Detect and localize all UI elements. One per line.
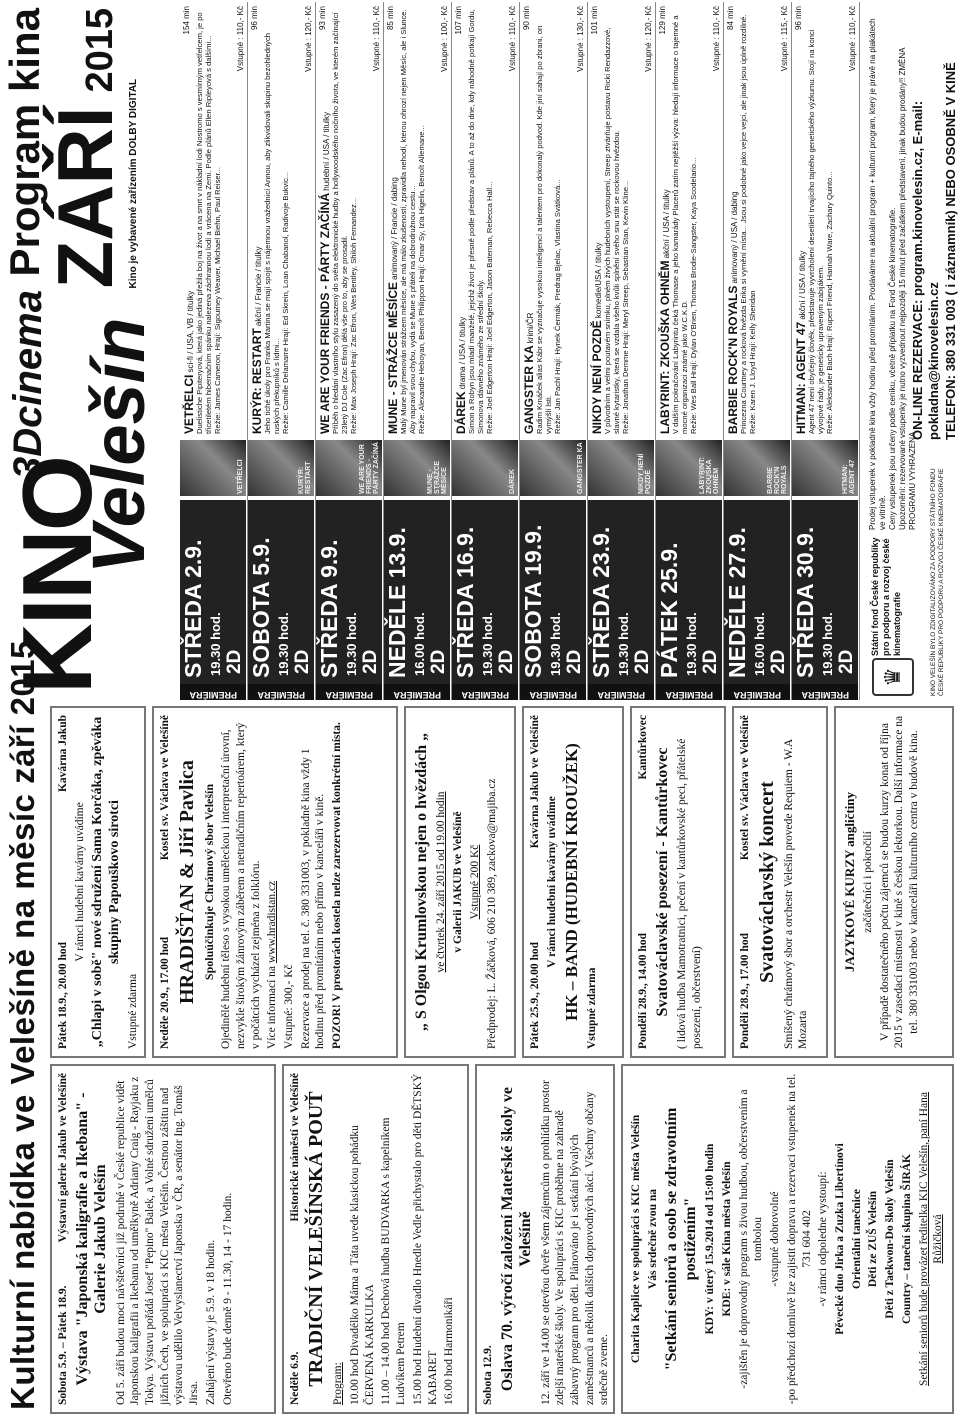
film-format: 2D [564,649,585,674]
film-meta: sci-fi / USA, VB / titulky [186,290,195,373]
film-admission: Vstupné : 100,- Kč [439,6,449,72]
film-cast: Režie: Wes Ball Hrají: Dylan O'Brien, Thomas Brodie-Sangster, Kaya Scodelario... [689,157,699,434]
poster-title: KURÝR: RESTART [298,461,312,494]
film-day: STŘEDA 2.9. [180,539,206,678]
film-length: 101 min [590,6,599,35]
reservation-contacts [910,2,959,440]
film-poster [588,440,654,496]
event-text: ( lidová hudba Mamotratnici, pečení v kantůrkovské peci, přátelské posezení, občerstvení) [676,738,703,1049]
film-row [180,2,248,700]
film-row [316,2,384,700]
program-month: ZÁŘÍ [41,106,129,289]
film-day: NEDĚLE 13.9. [384,527,410,678]
event-link[interactable]: www.hradistan.cz [266,880,279,964]
event-text: Od 5. září budou moci návštěvníci již podruhé v České republice vidět Japonskou kaligrafii a Ikebanu od umělkyně Adriany Craig - Rayjaku z Tokya. Výstavu pořádá Josef "Pepino" Balek, a Volné sdružení umělců jižních Čech, ve spolupráci s KIC města Velešín. Čestnou záštitu nad výstavou udělilo Velvyslanectví Japonska v ČR, a senátor Ing. Tomáš Jirsa. [114,1076,201,1405]
program-label: Program: [332,1362,345,1405]
film-length: 90 min [522,6,531,31]
film-meta: akční / Francie / titulky [254,246,263,327]
film-format: 2D [496,649,517,674]
cinema-footer [864,2,958,700]
logo-town: Velešín [77,317,160,574]
film-meta: akční / USA / titulky [662,189,671,259]
film-cast: Režie: Jonathan Demme Hrají: Meryl Streep, Sebastian Stan, Kevin Kline... [621,180,631,434]
event-organizer: Charita Kaplice ve spolupráci s KIC města Velešín [630,1114,642,1364]
film-cast: Režie: Karen J. Lloyd Hrají: Kelly Sheridan [748,290,758,434]
program-title-block [1,8,139,289]
film-time: 19.30 hod. [276,612,291,676]
film-date-box [724,500,790,700]
event-entry: Vstupné 200 Kč [468,844,481,920]
film-description [248,2,315,436]
film-meta: hudební / USA / titulky [322,112,331,191]
event-hradistan [152,706,398,1058]
event-date: Sobota 5.9. – Pátek 18.9. [57,1285,69,1405]
film-date-box [248,500,314,700]
event-text: Smíšený chrámový sbor a orchestr Velešín provede Requiem - W.A Mozarta [782,739,810,1049]
film-date-box [452,500,518,700]
program-item: 10.00 hod Divadélko Máma a Táta uvede klasickou pohádku ČERVENÁ KARKULKA [349,1125,376,1405]
poster-title: WE ARE YOUR FRIENDS - PÁRTY ZAČÍNÁ [359,442,380,494]
film-poster [180,440,246,496]
film-format: 2D [224,649,245,674]
performer: Pěvecké duo Jirka a Zuzka Libertínovi [833,1143,846,1335]
event-kindergarten [475,1064,615,1414]
event-date: Neděle 20.9., 17.00 hod [159,936,171,1049]
film-poster [384,440,450,496]
film-length: 85 min [386,6,395,31]
film-poster [792,440,858,496]
premiere-label: PREMIÉRA [452,684,518,700]
film-cast: Režie: James Cameron, Hrají: Sigourney Weaver, Michael Biehn, Paul Reiser... [213,166,223,434]
film-meta: akční / USA / titulky [798,250,807,320]
film-time: 16.00 hod. [752,612,767,676]
event-title: TRADIČNÍ VELEŠÍNSKÁ POUŤ [305,1091,328,1387]
film-cast: Režie: Jan Pachl Hrají: Hynek Čermák, Predrag Bjelac, Vlastina Svátková... [553,179,563,434]
dolby-note: Kino je vybavené zařízením DOLBY DIGITAL [128,78,139,289]
event-cafe-chlapi [50,706,146,1058]
note-line: Prodej vstupenek v pokladně kina vždy hodinu před promítáním. Prodáváme na aktuální program + kulturní program, který je právě na plakátech ve vitríně. [868,18,887,530]
film-synopsis: Radim Krnáček alias Kábr se vyznačuje vysokou inteligencí a talentem pro dokonalý podvod. Kde jiní sahají po zbrani, on vymýšlí lsti. [535,25,554,434]
event-place: Kavárna Jakub [57,715,69,793]
film-length: 107 min [454,6,463,35]
performer: Děti ze ZUŠ Velešín [867,1190,880,1288]
cinema-logo [2,290,160,694]
poster-title: DÁREK [509,469,516,494]
performer: Děti z Taekwon-Do školy Velešín [884,1159,897,1319]
film-description [588,2,655,436]
film-time: 19.30 hod. [208,612,223,676]
poster-title: NIKDY NENÍ POZDĚ [638,453,652,494]
film-row [248,2,316,700]
event-date: ve čtvrtek 24. září 2015 od 19.00 hodin [435,791,448,973]
film-admission: Vstupné : 110,- Kč [847,6,857,72]
film-day: SOBOTA 5.9. [248,537,274,678]
premiere-label: PREMIÉRA [248,684,314,700]
film-length: 96 min [794,6,803,31]
poster-title: GANGSTER KA [577,442,584,494]
event-link-label: Více informací na [266,965,279,1049]
film-row [656,2,724,700]
event-place: Kantůrkovec [637,715,649,780]
film-description [656,2,723,436]
event-fair [282,1064,469,1414]
event-presale: Předprodej: L. Žáčková, 606 210 389, zackova@majiba.cz [485,778,498,1049]
film-list [180,2,860,700]
film-meta: animovaný / USA / dabing [730,191,739,284]
premiere-label: PREMIÉRA [316,684,382,700]
film-date-box [384,500,450,700]
premiere-label: PREMIÉRA [656,684,722,700]
event-footer: Setkání seniorů bude provázet ředitelka KIC Velešín, paní Hana Růžičková [917,1092,945,1386]
event-date: Neděle 6.9. [288,1351,301,1405]
film-synopsis: Princezna Courtney a rocková hvězda Erika si vymění místa... Jsou si podobné jako vejce vejci, ale jinak jsou úplně rozdílné. [739,14,749,434]
event-line: -v rámci odpoledne vystoupí: [817,1171,830,1307]
film-format: 2D [836,649,857,674]
film-length: 154 min [182,6,191,35]
event-where: KDE: v sále Kina města Velešín [720,1161,733,1317]
film-title: MUNE - STRÁŽCE MĚSÍCE [386,281,400,434]
film-admission: Vstupné : 130,- Kč [575,6,585,72]
film-time: 19.30 hod. [820,612,835,676]
event-invite: Vás srdečně zvou na [646,1189,659,1289]
premiere-label: PREMIÉRA [180,684,246,700]
culture-column-2 [50,706,954,1058]
event-place: Kostel sv. Václava ve Velešíně [159,715,171,861]
film-day: STŘEDA 30.9. [792,526,818,678]
event-date: Pondělí 28.9., 17.00 hod [739,933,751,1049]
film-description [792,2,859,436]
film-row [792,2,860,700]
film-format: 2D [292,649,313,674]
event-when: KDY: v úterý 15.9.2014 od 15:00 hodin [704,1143,717,1335]
event-subtitle: Spoluúčinkuje Chrámový sbor Velešín [201,783,216,981]
film-description [316,2,383,436]
film-cast: Režie: Max Joseph Hrají: Zac Efron, Wes Bentley, Shiloh Fernandez... [349,197,359,434]
poster-title: MUNE - STRÁŽCE MĚSÍCE [427,460,448,494]
film-time: 19.30 hod. [684,612,699,676]
film-title: NIKDY NENÍ POZDĚ [590,320,604,434]
film-description [520,2,587,436]
film-row [384,2,452,700]
phone-line: TELEFON: 380 331 003 ( i záznamník) NEBO OSOBNĚ V KINĚ [942,62,958,440]
film-description [180,2,247,436]
film-synopsis: Jeho tiché úkoly pro Franka Martina se mají spojit s nájemnou vražednicí Annou, aby zlikvidovali skupinu bezohledných ruských překupníků s lidmi... [263,33,282,434]
program-label: Program kina [1,8,48,277]
event-exhibition [50,1064,276,1414]
film-date-box [656,500,722,700]
poster-title: LABYRINT: ZKOUŠKA OHNĚM [699,457,720,494]
film-format: 2D [428,649,449,674]
event-line: -vstupné dobrovolné [769,1191,782,1287]
film-meta: krimi/ČR [526,312,535,344]
event-warning: POZOR! V prostorách kostela nelze zarezervovat konkrétní místa. [331,722,344,1049]
film-date-box [792,500,858,700]
premiere-label: PREMIÉRA [520,684,586,700]
film-description [384,2,451,436]
film-time: 19.30 hod. [616,612,631,676]
note-line: Upozornění: rezervované vstupenky je nutno vyzvednout nejpozději 15 minut před začátkem představení, jinak budou prodány!! ZMĚNA PROGRAMU VYHRAZENA [898,47,917,530]
event-place: Kavárna Jakub ve Velešíně [529,715,541,849]
event-text: Ojedinělé hudební těleso s vysokou uměleckou i interpretační úrovní, nezvykle širokým žánrovým záběrem a netradičním repertoárem, který v počátcích vycházel zejména z folklóru. [220,722,262,1049]
event-title: Svatováclavské posezení - Kantůrkovec [653,747,671,1017]
film-admission: Vstupné : 110,- Kč [235,6,245,72]
film-date-box [588,500,654,700]
event-text: 12. září ve 14.00 se otevřou dveře všem zájemcům o prohlídku prostor zdejší mateřské školy. Ve spolupráci s KIC proběhne na zahradě zábavný program pro děti. Plánováno je i setkání bývalých zaměstnanců a několik dalších doprovodných akcí. Všechny občany srdečně zveme. [539,1080,611,1405]
program-year: 2015 [79,8,121,93]
event-title: "Setkání seniorů a osob se zdravotním postižením" [663,1107,699,1371]
film-day: STŘEDA 9.9. [316,539,342,678]
film-admission: Vstupné : 115,- Kč [779,6,789,72]
film-synopsis: Duelistiche Pipiteryová, která jako jediná přežila boj na život a na smrt v nákladní lodi Nostromo s vesmírným vetřelcem, je po třicetiletém hibernačním spánku nalezena záchrannou lodí a vrácena na Zemi. Podle plánů Ellen Ripleyová s dalšími... [195,12,214,434]
film-synopsis: Agent 47 není obyčejný člověk, představuje vyvrcholení desetiletí trvajícího tajného genetického výzkumu. Stojí na konci vývojové řady, je geneticky upraveným zabijákem. [807,29,826,434]
film-cast: Režie: Aleksander Bach Hrají: Rupert Friend, Hannah Ware, Zachary Quinto... [825,171,835,434]
premiere-label: PREMIÉRA [384,684,450,700]
film-length: 84 min [726,6,735,31]
film-admission: Vstupné : 110,- Kč [371,6,381,72]
film-meta: komedie/USA / titulky [594,242,603,319]
culture-column-1 [50,1064,954,1414]
event-kanturkovec [630,706,726,1058]
event-title: JAZYKOVÉ KURZY angličtiny [842,791,857,973]
event-entry: Vstupné zdarma [126,973,139,1049]
film-day: PÁTEK 25.9. [656,542,682,678]
film-row [452,2,520,700]
film-synopsis: V původním a velmi poutavém snímku, plném živých hudebních vystoupení, Streep ztvárňuje postavu Ricki Rendazzové, slavné kytaristky, která se vzdala všeho kvůli splnění svého snu stát se rockovou hvězdou. [603,27,622,434]
event-place: Historické náměstí ve Velešíně [288,1073,301,1222]
event-hours: Otevřeno bude denně 9 - 11.30, 14 - 17 hodin. [221,1192,234,1405]
film-title: KURÝR: RESTART [250,328,264,434]
event-entry: Vstupné zdarma [585,967,598,1049]
film-row [724,2,792,700]
film-length: 96 min [250,6,259,31]
film-time: 19.30 hod. [344,612,359,676]
cinema-header [0,2,178,700]
event-reservation: Rezervace a prodej na tel. č. 380 331003, v pokladně kina vždy 1 hodinu před promítáním nebo přímo v kanceláři v kině. [299,748,327,1049]
poster-title: HITMAN: AGENT 47 [842,459,856,494]
film-meta: animovaný / Francie / dabing [390,177,399,280]
film-title: WE ARE YOUR FRIENDS - PÁRTY ZAČÍNÁ [318,192,332,434]
film-format: 2D [768,649,789,674]
film-row [520,2,588,700]
program-item: 15.00 hod Hudební divadlo Hnedle Vedle přichystalo pro děti DĚTSKÝ KABARET [411,1073,439,1405]
film-format: 2D [360,649,381,674]
film-admission: Vstupné : 110,- Kč [711,6,721,72]
event-date: Pátek 25.9., 20.00 hod [529,941,541,1049]
film-title: LABYRINT: ZKOUŠKA OHNĚM [658,260,672,434]
event-subtitle: začátečníci i pokročilí [861,831,874,933]
event-intro: V rámci hudební kavárny uvádíme [545,796,558,968]
film-cast: Režie: Camille Delamarre Hrají: Ed Skrein, Loan Chabanol, Radivoje Bukvic... [281,171,291,434]
film-admission: Vstupné : 120,- Kč [643,6,653,72]
premiere-label: PREMIÉRA [792,684,858,700]
program-item: 16.00 hod Harmonikáři [443,1297,456,1405]
film-time: 19.30 hod. [480,612,495,676]
film-format: 2D [700,649,721,674]
film-date-box [180,500,246,700]
film-day: NEDĚLE 27.9. [724,527,750,678]
film-poster [520,440,586,496]
state-fund-text: Státní fond České republiky pro podporu a rozvoj české kinematografie [870,537,902,656]
film-poster [248,440,314,496]
event-entry: Vstupné: 300,- Kč [282,964,295,1049]
film-admission: Vstupné : 120,- Kč [303,6,313,72]
performer: Orientální tanečnice [850,1189,863,1289]
film-description [724,2,791,436]
event-title: „ S Olgou Krumlovskou nejen o hvězdách „ [413,732,430,1032]
film-row [588,2,656,700]
poster-title: VETŘELCI [237,459,244,494]
film-length: 129 min [658,6,667,35]
event-line: -zajištěn je doprovodný program s živou hudbou, občerstvením a tombolou [737,1089,765,1389]
film-poster [724,440,790,496]
film-poster [316,440,382,496]
event-title: Oslava 70. výročí založení Mateřské školy ve Velešíně [498,1086,535,1392]
film-date-box [316,500,382,700]
film-description [452,2,519,436]
film-admission: Vstupné : 110,- Kč [507,6,517,72]
premiere-label: PREMIÉRA [588,684,654,700]
program-item: 11.00 – 14.00 hod Dechová hudba BUDVARKA s kapelníkem Ludvíkem Petrem [380,1117,408,1405]
premiere-label: PREMIÉRA [724,684,790,700]
event-title: HK – BAND (HUDEBNÍ KROUŽEK) [562,743,582,1021]
film-title: BARBIE ROCK'N ROYALS [726,285,740,434]
film-date-box [520,500,586,700]
logo-3d: 3Dcinema [6,290,50,479]
event-date: Pátek 18.9., 20.00 hod [57,941,69,1049]
event-place: v Galerii JAKUB ve Velešíně [452,811,465,953]
film-synopsis: Malý Mune byl jmenován strážcem měsíce, ale má málo zkušeností, zpravidla nehodí, kterou ohrozí nejen Měsíc, ale i Slunce. Aby napravil svou chybu, vydá se Mune s přáteli na dobrodružnou cestu... [399,9,418,434]
event-title: Svatováclavský koncert [755,781,778,983]
event-title: Výstava "Japonská kaligrafie a Ikebana" - Galerie Jakub Velešín [73,1092,110,1386]
note-line: Ceny vstupenek jsou určeny podle ceníku, včetně příplatku na Fond České kinematografie. [888,207,897,530]
event-date: Sobota 12.9. [482,1345,494,1405]
performer: Country – taneční skupina ŠIRÁK [900,1154,913,1324]
event-opening: Zahájení výstavy je 5.9. v 18 hodin. [204,1239,217,1405]
film-length: 93 min [318,6,327,31]
event-title: HRADIŠŤAN & Jiří Pavlica [175,760,198,1004]
film-title: VETŘELCI [182,374,196,434]
event-title: „Chlapi v sobě" nové sdružení Sama Korčáka, zpěváka skupiny Papouškovo sirotci [90,716,122,1048]
film-format: 2D [632,649,653,674]
film-day: SOBOTA 19.9. [520,524,546,678]
event-seniors [621,1064,954,1414]
film-time: 16.00 hod. [412,612,427,676]
event-intro: V rámci hudební kavárny uvádíme [73,802,86,962]
online-reservation[interactable]: ON-LINE REZERVACE: program.kinovelesin.cz, E-mail: pokladna@kinovelesin.cz [910,100,942,440]
poster-title: BARBIE ROCK'N ROYALS [767,465,788,494]
film-day: STŘEDA 23.9. [588,526,614,678]
event-date: Pondělí 28.9., 14.00 hod [637,933,649,1049]
event-krumlovska [404,706,516,1058]
lion-emblem-icon: ♛ [872,658,914,696]
digitization-note: KINO VELEŠÍN BYLO ZDIGITALIZOVÁNO ZA PODPORY STÁTNÍHO FONDU ČESKÉ REPUBLIKY PRO PODPORU A ROZVOJ ČESKÉ KINEMATOGRAFIE [930,468,945,696]
film-meta: drama / USA / titulky [458,316,467,390]
film-cast: Režie: Alexandre Heboyan, Benoît Philippon Hrají: Omar Sy, Izïa Higelin, Benoît Allemane... [417,125,427,434]
event-language-courses [834,706,954,1058]
page-title: Kulturní nabídka ve Velešíně na měsíc září 2015 [4,639,41,1410]
film-title: DÁREK [454,391,468,434]
event-text: V případě dostatečného počtu zájemců se budou kurzy konat od října 2015 v zasedací místnosti v kině s českou lektorkou. Další informace na tel. 380 331003 nebo v kanceláři kulturního centra v budově kina. [878,715,921,1049]
film-synopsis: Simon a Robyn jsou mladí manželé, jejichž život je přesně podle představ a plánů. A to až do dne, kdy náhodně potkají Gordu, Simonova dávného známého ze střední školy. [467,9,486,434]
film-title: HITMAN: AGENT 47 [794,321,808,434]
cinema-section [0,2,960,700]
film-time: 19.30 hod. [548,612,563,676]
logo-kino: KINO [2,457,112,694]
event-place: Kostel sv. Václava ve Velešíně [739,715,751,861]
event-hk-band [522,706,624,1058]
film-synopsis: V dalším pokračování Labyrintu čeká Thomase a jeho kamarády Placerů zatím nejtěžší výzva: hledají informace o tajemné a mocné organizaci známé jako W.C.K.D. [671,15,690,434]
event-place: Výstavní galerie Jakub ve Velešíně [57,1073,69,1243]
film-synopsis: Příběh o hledání vlastního stylu zasazený do světa elektronické hudby a hollywoodského nočního života, ve kterém začínající 23letý DJ Cole (Zac Efron) dělá vše pro to, aby se prosadil. [331,12,350,434]
film-day: STŘEDA 16.9. [452,526,478,678]
film-poster [656,440,722,496]
event-concert [732,706,828,1058]
film-title: GANGSTER KA [522,345,536,434]
film-poster [452,440,518,496]
event-line: -po předchozí domluvě lze zajistit dopravu a rezervaci vstupenek na tel. 731 604 402 [785,1073,813,1405]
film-cast: Režie: Joel Edgerton Hrají: Joel Edgerton, Jason Bateman, Rebecca Hall... [485,181,495,434]
